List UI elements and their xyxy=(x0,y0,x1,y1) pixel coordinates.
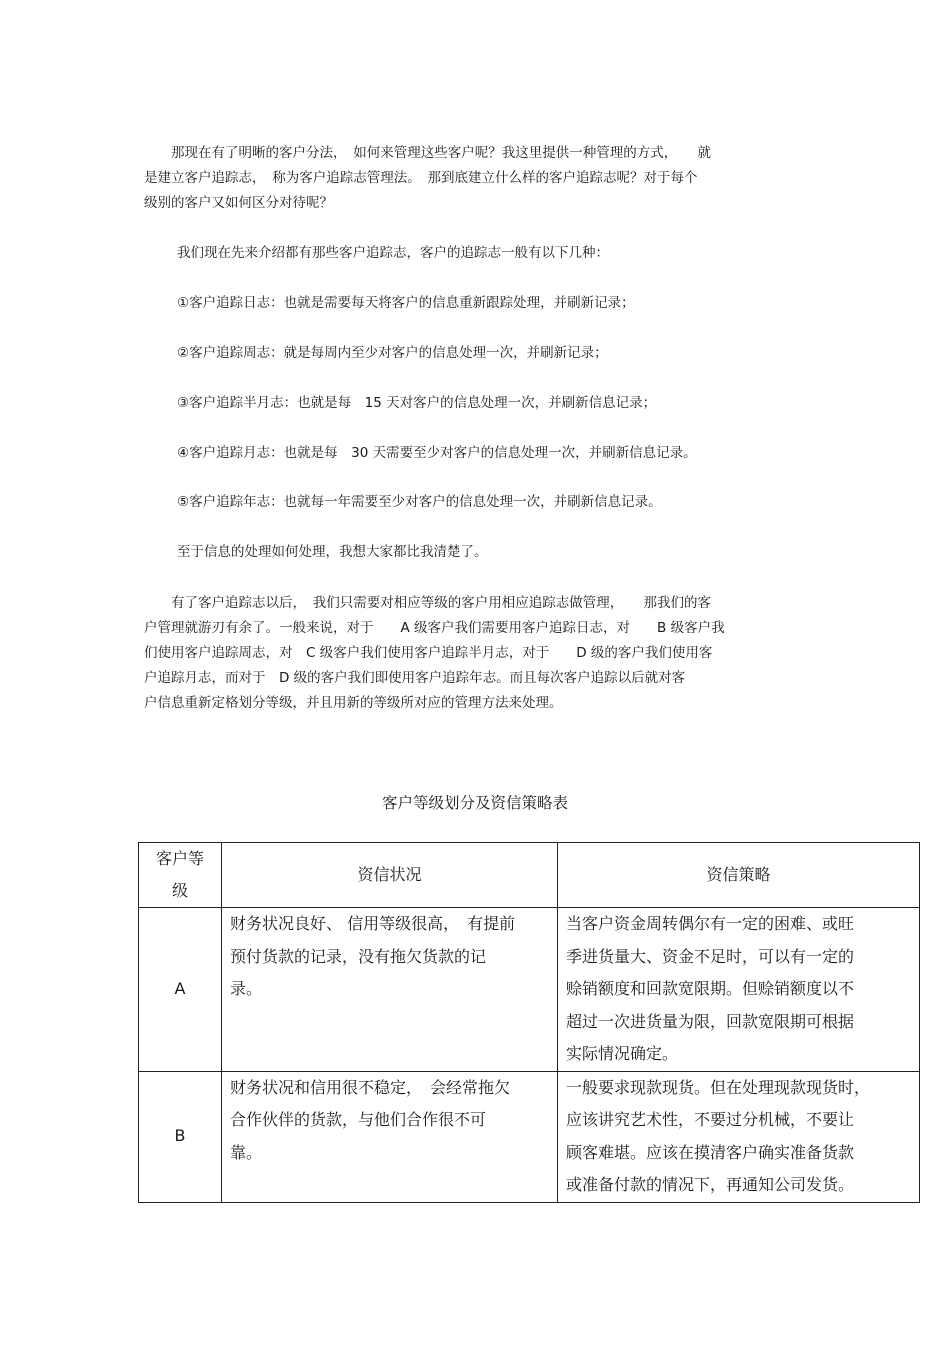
cell-line: 实际情况确定。 xyxy=(566,1044,679,1063)
status-cell xyxy=(222,908,558,1072)
header-grade xyxy=(139,843,222,908)
cell-line: 顾客难堪。应该在摸清客户确实准备货款 xyxy=(566,1142,855,1162)
header-strategy: 资信策略 xyxy=(558,843,920,908)
text-line: 级别的客户又如何区分对待呢？ xyxy=(144,195,333,211)
log-type-weekly: ②客户追踪周志：就是每周内至少对客户的信息处理一次，并刷新记录； xyxy=(177,345,608,361)
cell-line: 当客户资金周转偶尔有一定的困难、或旺 xyxy=(566,914,855,933)
text-line: 户追踪月志，而对于 D 级的客户我们即使用客户追踪年志。而且每次客户追踪以后就对客 xyxy=(144,670,686,686)
cell-line: 季进货量大、资金不足时，可以有一定的 xyxy=(566,946,855,966)
table-row xyxy=(139,1071,920,1202)
header-grade-line: 级 xyxy=(171,881,188,900)
log-types-lead: 我们现在先来介绍都有那些客户追踪志，客户的追踪志一般有以下几种： xyxy=(177,245,609,261)
table-title: 客户等级划分及资信策略表 xyxy=(381,794,568,812)
grade-cell: A xyxy=(139,908,222,1072)
cell-line: 赊销额度和回款宽限期。但赊销额度以不 xyxy=(566,979,855,998)
strategy-cell xyxy=(558,908,920,1072)
text-line: 们使用客户追踪周志，对 C 级客户我们使用客户追踪半月志，对于 D 级的客户我们使用客 xyxy=(144,645,713,661)
log-type-monthly: ④客户追踪月志：也就是每 30 天需要至少对客户的信息处理一次，并刷新信息记录。 xyxy=(177,445,697,461)
cell-line: 财务状况和信用很不稳定， 会经常拖欠 xyxy=(230,1077,511,1097)
header-grade-line: 客户等 xyxy=(155,849,204,868)
cell-line: 应该讲究艺术性，不要过分机械，不要让 xyxy=(566,1110,855,1129)
text-line: 户管理就游刃有余了。一般来说，对于 A 级客户我们需要用客户追踪日志，对 B 级客户我 xyxy=(144,620,725,636)
text-line: 有了客户追踪志以后， 我们只需要对相应等级的客户用相应追踪志做管理， 那我们的客 xyxy=(144,595,711,611)
intro-paragraph xyxy=(144,141,814,216)
log-type-half-month: ③客户追踪半月志：也就是每 15 天对客户的信息处理一次，并刷新信息记录； xyxy=(177,395,657,411)
cell-line: 或准备付款的情况下，再通知公司发货。 xyxy=(566,1175,855,1194)
log-type-yearly: ⑤客户追踪年志：也就每一年需要至少对客户的信息处理一次，并刷新信息记录。 xyxy=(177,494,662,510)
status-cell xyxy=(222,1071,558,1202)
cell-line: 一般要求现款现货。但在处理现款现货时， xyxy=(566,1077,871,1097)
text-line: 那现在有了明晰的客户分法， 如何来管理这些客户呢？我这里提供一种管理的方式， 就 xyxy=(144,145,711,161)
grade-cell: B xyxy=(139,1071,222,1202)
cell-line: 财务状况良好、 信用等级很高， 有提前 xyxy=(230,914,516,933)
log-type-daily: ①客户追踪日志：也就是需要每天将客户的信息重新跟踪处理，并刷新记录； xyxy=(177,295,635,311)
cell-line: 录。 xyxy=(230,979,263,998)
management-paragraph xyxy=(144,591,814,716)
cell-line: 超过一次进货量为限，回款宽限期可根据 xyxy=(566,1011,855,1031)
cell-line: 预付货款的记录，没有拖欠货款的记 xyxy=(230,946,487,966)
text-line: 户信息重新定格划分等级，并且用新的等级所对应的管理方法来处理。 xyxy=(144,695,563,711)
text-line: 是建立客户追踪志， 称为客户追踪志管理法。 那到底建立什么样的客户追踪志呢？对于每个 xyxy=(144,170,698,186)
strategy-cell xyxy=(558,1071,920,1202)
cell-line: 合作伙伴的货款，与他们合作很不可 xyxy=(230,1110,487,1129)
table-header-row xyxy=(139,843,920,908)
processing-note: 至于信息的处理如何处理，我想大家都比我清楚了。 xyxy=(177,544,488,560)
credit-strategy-table xyxy=(138,842,920,1203)
table-row xyxy=(139,908,920,1072)
header-status: 资信状况 xyxy=(222,843,558,908)
cell-line: 靠。 xyxy=(230,1142,263,1162)
